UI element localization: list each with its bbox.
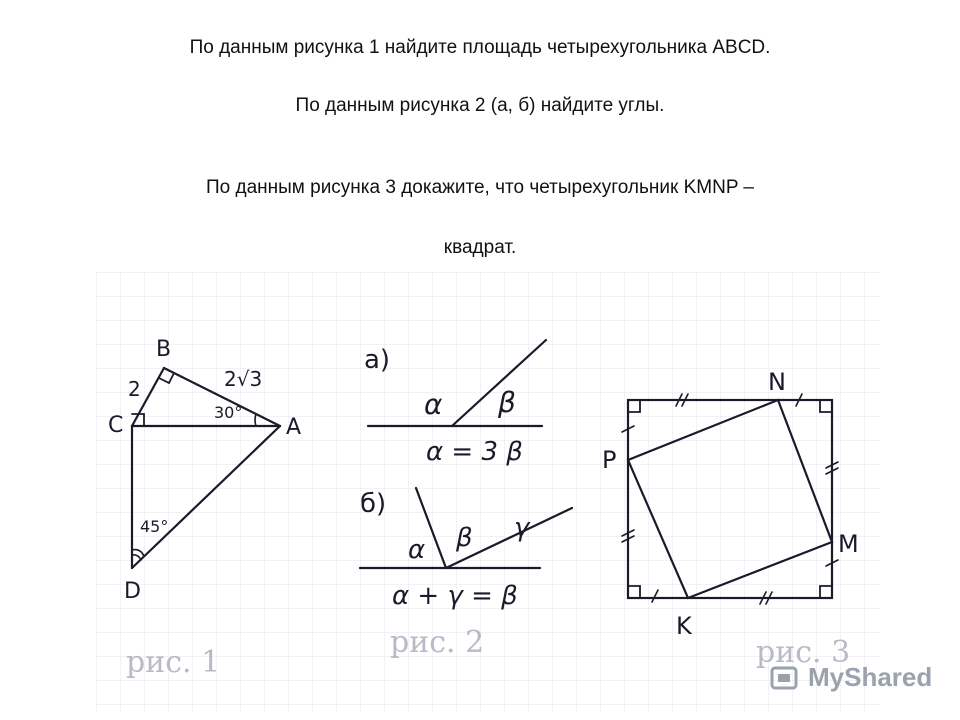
fig2a-equation: α = 3 β <box>426 437 523 467</box>
fig2b-alpha: α <box>408 535 426 565</box>
fig2b-gamma: γ <box>514 513 530 543</box>
fig3-label-k: K <box>676 612 692 640</box>
fig2a-alpha: α <box>424 388 443 421</box>
task-3-text-line2: квадрат. <box>443 237 517 258</box>
fig1-angle-d: 45° <box>140 517 169 536</box>
fig2b-beta: β <box>456 523 473 553</box>
task-3-text-line1: По данным рисунка 3 докажите, что четырехугольник KMNP – <box>205 177 754 198</box>
fig1-angle-a: 30° <box>214 403 243 422</box>
task-2-text: По данным рисунка 2 (а, б) найдите углы. <box>295 95 665 116</box>
fig1-label-d: D <box>124 579 141 604</box>
fig1-label-a: A <box>286 415 302 440</box>
fig1-caption: рис. 1 <box>126 645 221 680</box>
fig1-label-c: C <box>108 413 124 438</box>
fig3-label-p: P <box>602 446 617 474</box>
fig2a-beta: β <box>498 386 516 419</box>
fig2-caption: рис. 2 <box>390 625 485 660</box>
watermark-text: MyShared <box>808 662 933 692</box>
fig1-label-b: B <box>156 337 172 362</box>
fig2b-label: б) <box>360 489 387 519</box>
figures-grid-sheet <box>96 272 880 712</box>
task-1-text: По данным рисунка 1 найдите площадь четырехугольника ABCD. <box>189 37 771 58</box>
myshared-logo-icon <box>770 664 800 692</box>
fig3-label-m: M <box>838 530 859 558</box>
fig1-side-cb: 2 <box>128 377 141 401</box>
fig3-label-n: N <box>768 368 786 396</box>
fig2b-equation: α + γ = β <box>392 581 518 611</box>
fig2a-label: а) <box>364 345 391 375</box>
fig3-caption: рис. 3 <box>756 635 851 670</box>
fig1-side-ba: 2√3 <box>224 367 263 391</box>
